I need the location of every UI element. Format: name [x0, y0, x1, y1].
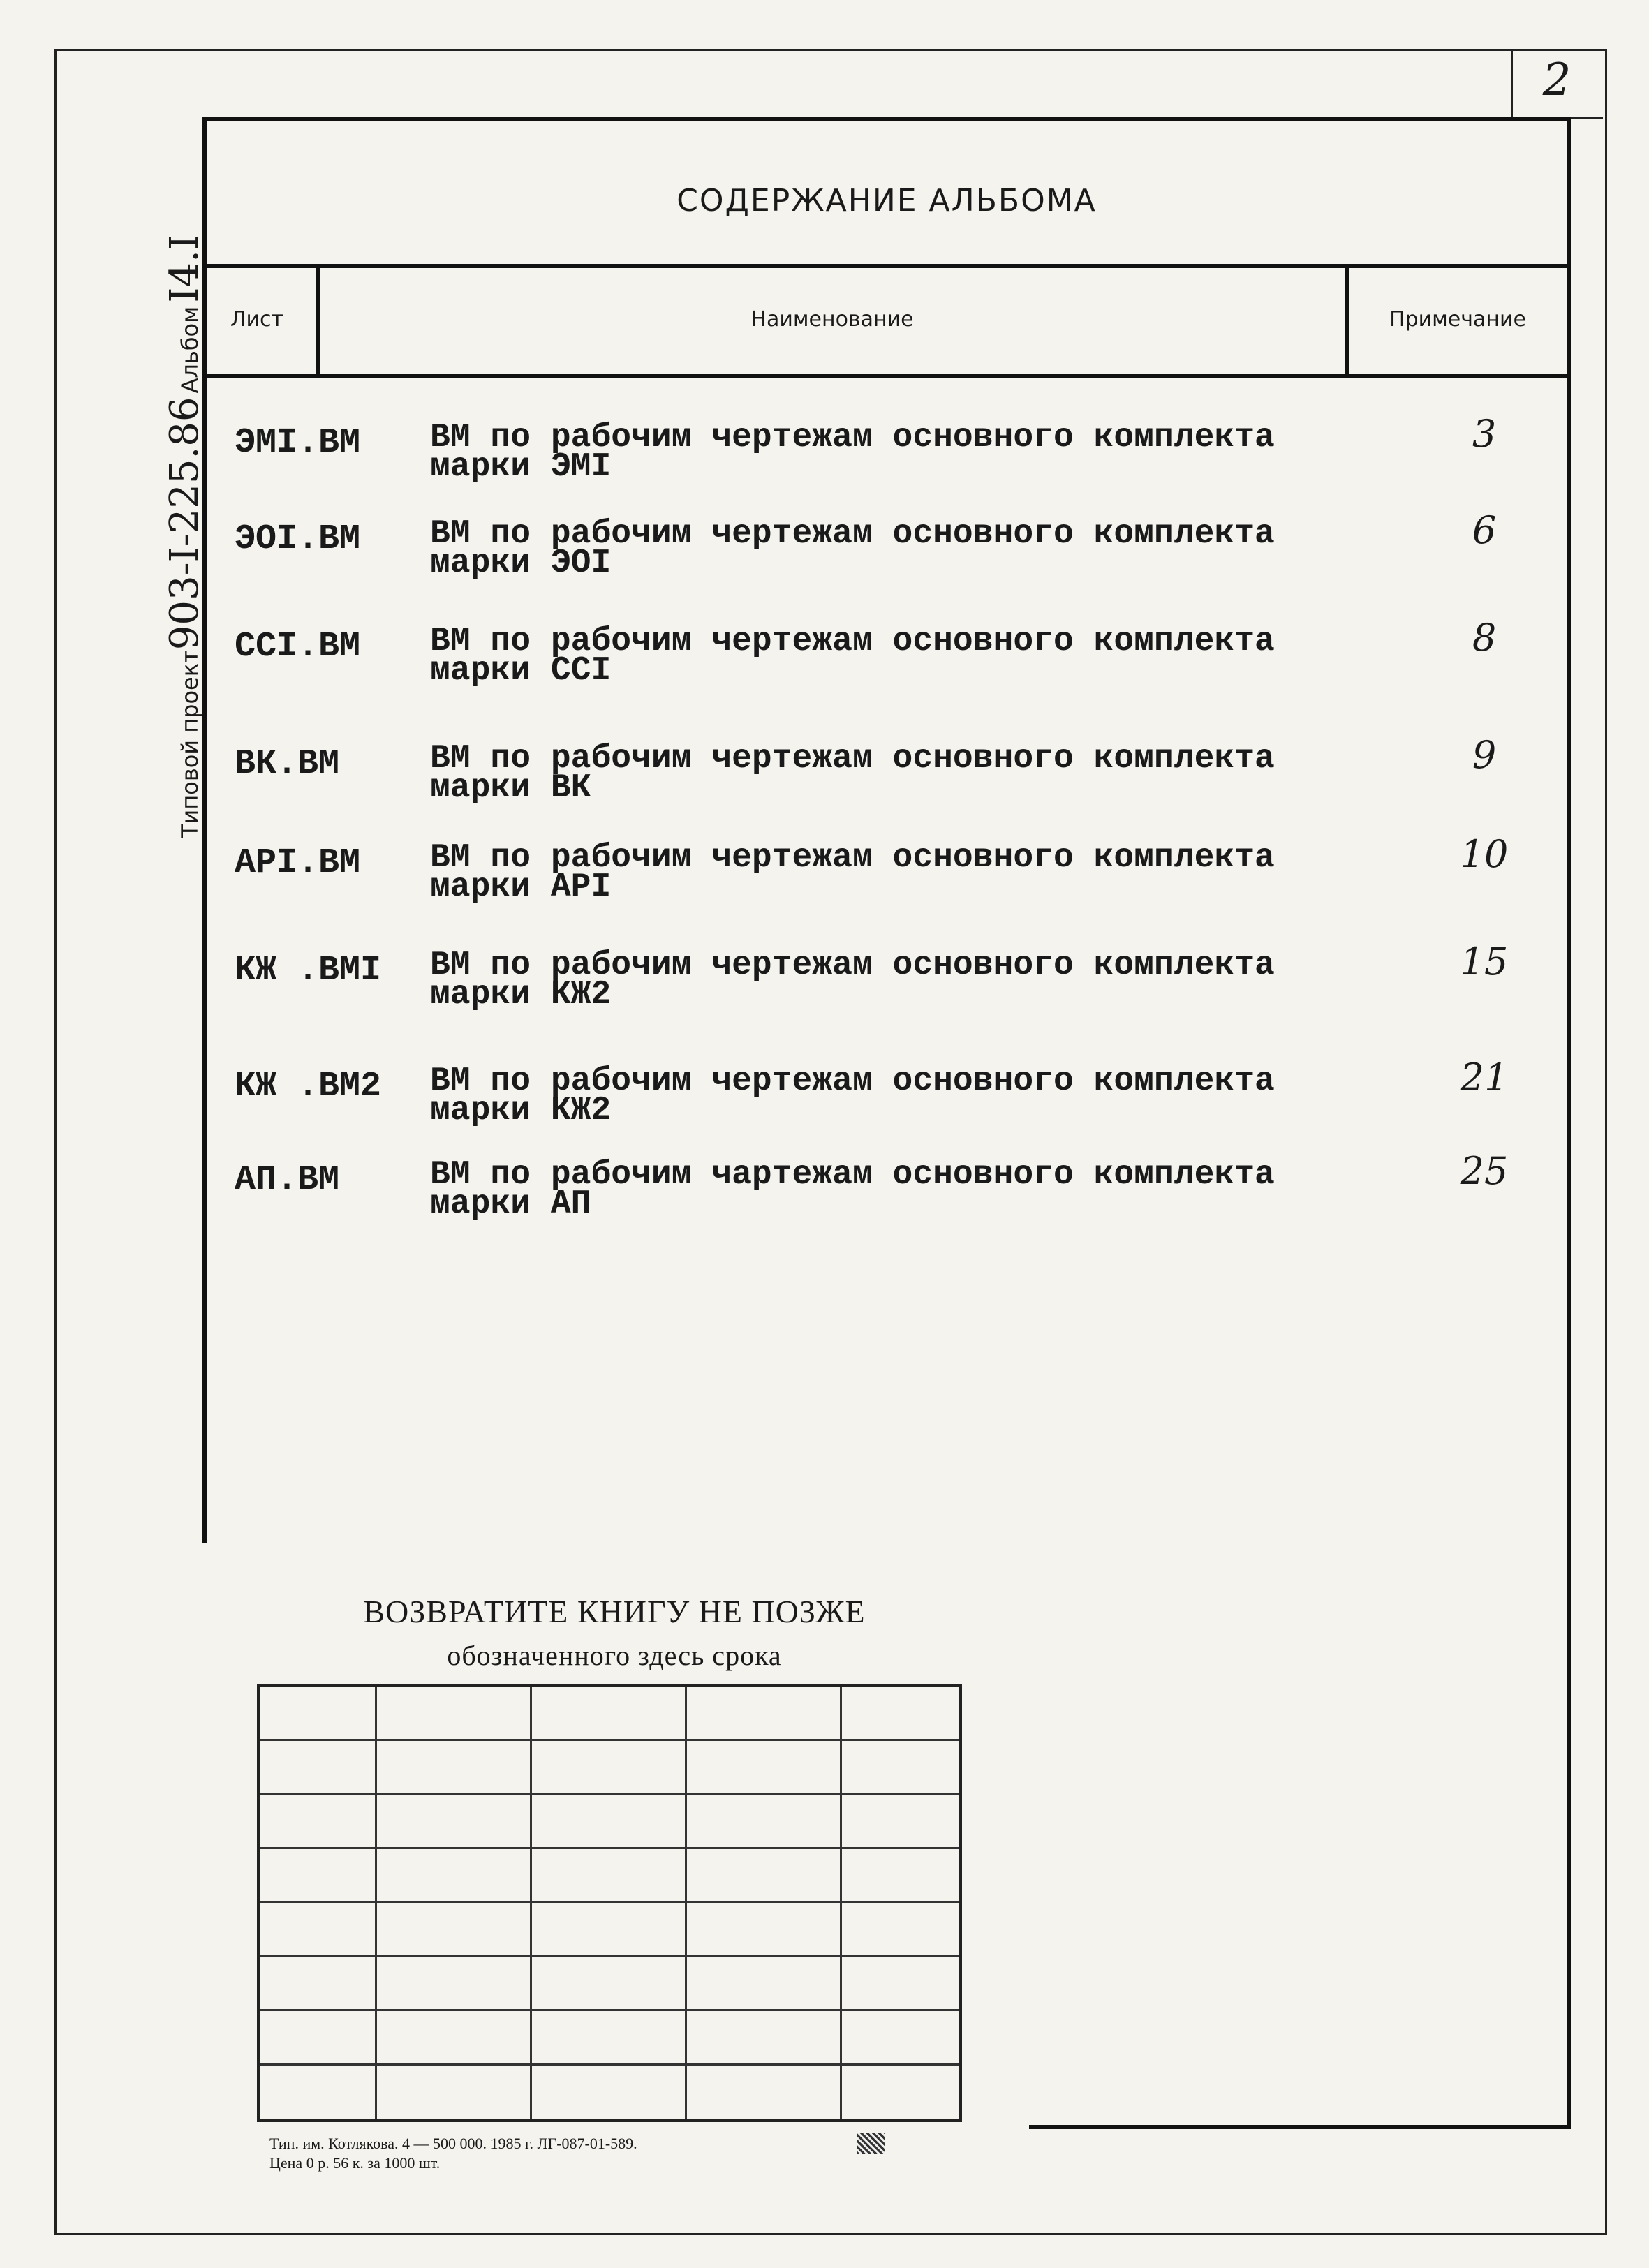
grid-cell	[842, 2066, 959, 2120]
column-header-sheet: Лист	[230, 307, 284, 332]
grid-cell	[532, 2066, 687, 2120]
row-name: ВМ по рабочим чертежам основного комплекта марки КЖ2	[430, 947, 1275, 1014]
grid-cell	[377, 2011, 532, 2066]
grid-cell	[532, 1957, 687, 2012]
header-bottom-rule	[207, 374, 1567, 378]
imprint-line: Тип. им. Котлякова. 4 — 500 000. 1985 г. ЛГ-087-01-589.	[269, 2135, 637, 2152]
grid-cell	[532, 1849, 687, 1904]
row-note: 15	[1460, 940, 1509, 984]
row-name: ВМ по рабочим чертежам основного комплекта марки КЖ2	[430, 1062, 1275, 1129]
grid-cell	[532, 1903, 687, 1957]
grid-cell	[377, 1795, 532, 1849]
printer-mark-icon	[857, 2133, 885, 2154]
column-header-name: Наименование	[750, 307, 914, 332]
page-title: СОДЕРЖАНИЕ АЛЬБОМА	[676, 183, 1097, 218]
frame-gap	[202, 1543, 209, 2129]
row-name: ВМ по рабочим чертежам основного комплекта марки ЭОI	[430, 515, 1275, 582]
row-sheet: ВК.ВМ	[235, 744, 340, 784]
return-notice-subtitle: обозначенного здесь срока	[447, 1640, 782, 1671]
row-note: 6	[1472, 508, 1497, 552]
row-sheet: ССI.ВМ	[235, 627, 361, 667]
row-name: ВМ по рабочим чертежам основного комплекта марки ВК	[430, 740, 1275, 807]
grid-cell	[260, 2011, 377, 2066]
row-note: 21	[1460, 1055, 1509, 1099]
grid-cell	[532, 2011, 687, 2066]
row-note: 8	[1472, 616, 1497, 660]
grid-cell	[687, 1795, 842, 1849]
row-name: ВМ по рабочим чертежам основного комплекта марки ССI	[430, 623, 1275, 690]
grid-cell	[260, 2066, 377, 2120]
row-sheet: КЖ .ВМI	[235, 951, 382, 991]
grid-cell	[842, 2011, 959, 2066]
grid-cell	[687, 1687, 842, 1741]
grid-cell	[842, 1741, 959, 1795]
frame-bottom-line	[1029, 2125, 1571, 2129]
row-note: 3	[1472, 412, 1497, 456]
table-row	[207, 412, 1567, 507]
stamp-prefix: Типовой проект	[177, 650, 203, 838]
row-note: 9	[1472, 733, 1497, 777]
grid-cell	[377, 1903, 532, 1957]
header-top-rule	[207, 264, 1567, 268]
grid-cell	[260, 1849, 377, 1904]
row-sheet: КЖ .ВМ2	[235, 1067, 382, 1106]
stamp-project-number: 903-I-225.86	[162, 396, 207, 651]
table-row	[207, 832, 1567, 927]
grid-cell	[842, 1849, 959, 1904]
table-row	[207, 733, 1567, 828]
table-row	[207, 508, 1567, 603]
grid-cell	[377, 1957, 532, 2012]
grid-cell	[687, 2011, 842, 2066]
table-row	[207, 616, 1567, 711]
grid-cell	[687, 1957, 842, 2012]
grid-cell	[260, 1903, 377, 1957]
row-sheet: ЭМI.ВМ	[235, 423, 361, 463]
grid-cell	[377, 2066, 532, 2120]
grid-cell	[532, 1687, 687, 1741]
grid-cell	[532, 1795, 687, 1849]
page-number: 2	[1542, 54, 1572, 106]
grid-cell	[260, 1741, 377, 1795]
grid-cell	[687, 2066, 842, 2120]
grid-cell	[687, 1903, 842, 1957]
stamp-album-label: Альбом	[177, 306, 203, 394]
row-sheet: ЭОI.ВМ	[235, 519, 361, 559]
column-header-note: Примечание	[1389, 307, 1526, 332]
row-name: ВМ по рабочим чартежам основного комплекта марки АП	[430, 1156, 1275, 1223]
return-notice-title: ВОЗВРАТИТЕ КНИГУ НЕ ПОЗЖЕ	[363, 1594, 866, 1629]
grid-cell	[842, 1795, 959, 1849]
grid-cell	[377, 1687, 532, 1741]
grid-cell	[842, 1903, 959, 1957]
table-row	[207, 940, 1567, 1035]
row-name: ВМ по рабочим чертежам основного комплекта марки АРI	[430, 839, 1275, 906]
grid-cell	[532, 1741, 687, 1795]
grid-cell	[260, 1687, 377, 1741]
row-sheet: АП.ВМ	[235, 1160, 340, 1200]
row-note: 25	[1460, 1149, 1509, 1193]
return-date-grid	[257, 1684, 962, 2122]
grid-cell	[377, 1741, 532, 1795]
table-row	[207, 1055, 1567, 1150]
imprint-line: Цена 0 р. 56 к. за 1000 шт.	[269, 2154, 441, 2172]
grid-cell	[842, 1687, 959, 1741]
table-row	[207, 1149, 1567, 1244]
grid-cell	[377, 1849, 532, 1904]
row-sheet: АРI.ВМ	[235, 843, 361, 883]
row-name: ВМ по рабочим чертежам основного комплекта марки ЭМI	[430, 419, 1275, 486]
grid-cell	[260, 1795, 377, 1849]
grid-cell	[260, 1957, 377, 2012]
grid-cell	[842, 1957, 959, 2012]
grid-cell	[687, 1849, 842, 1904]
grid-cell	[687, 1741, 842, 1795]
row-note: 10	[1460, 832, 1509, 876]
stamp-album-number: I4.I	[162, 234, 207, 303]
